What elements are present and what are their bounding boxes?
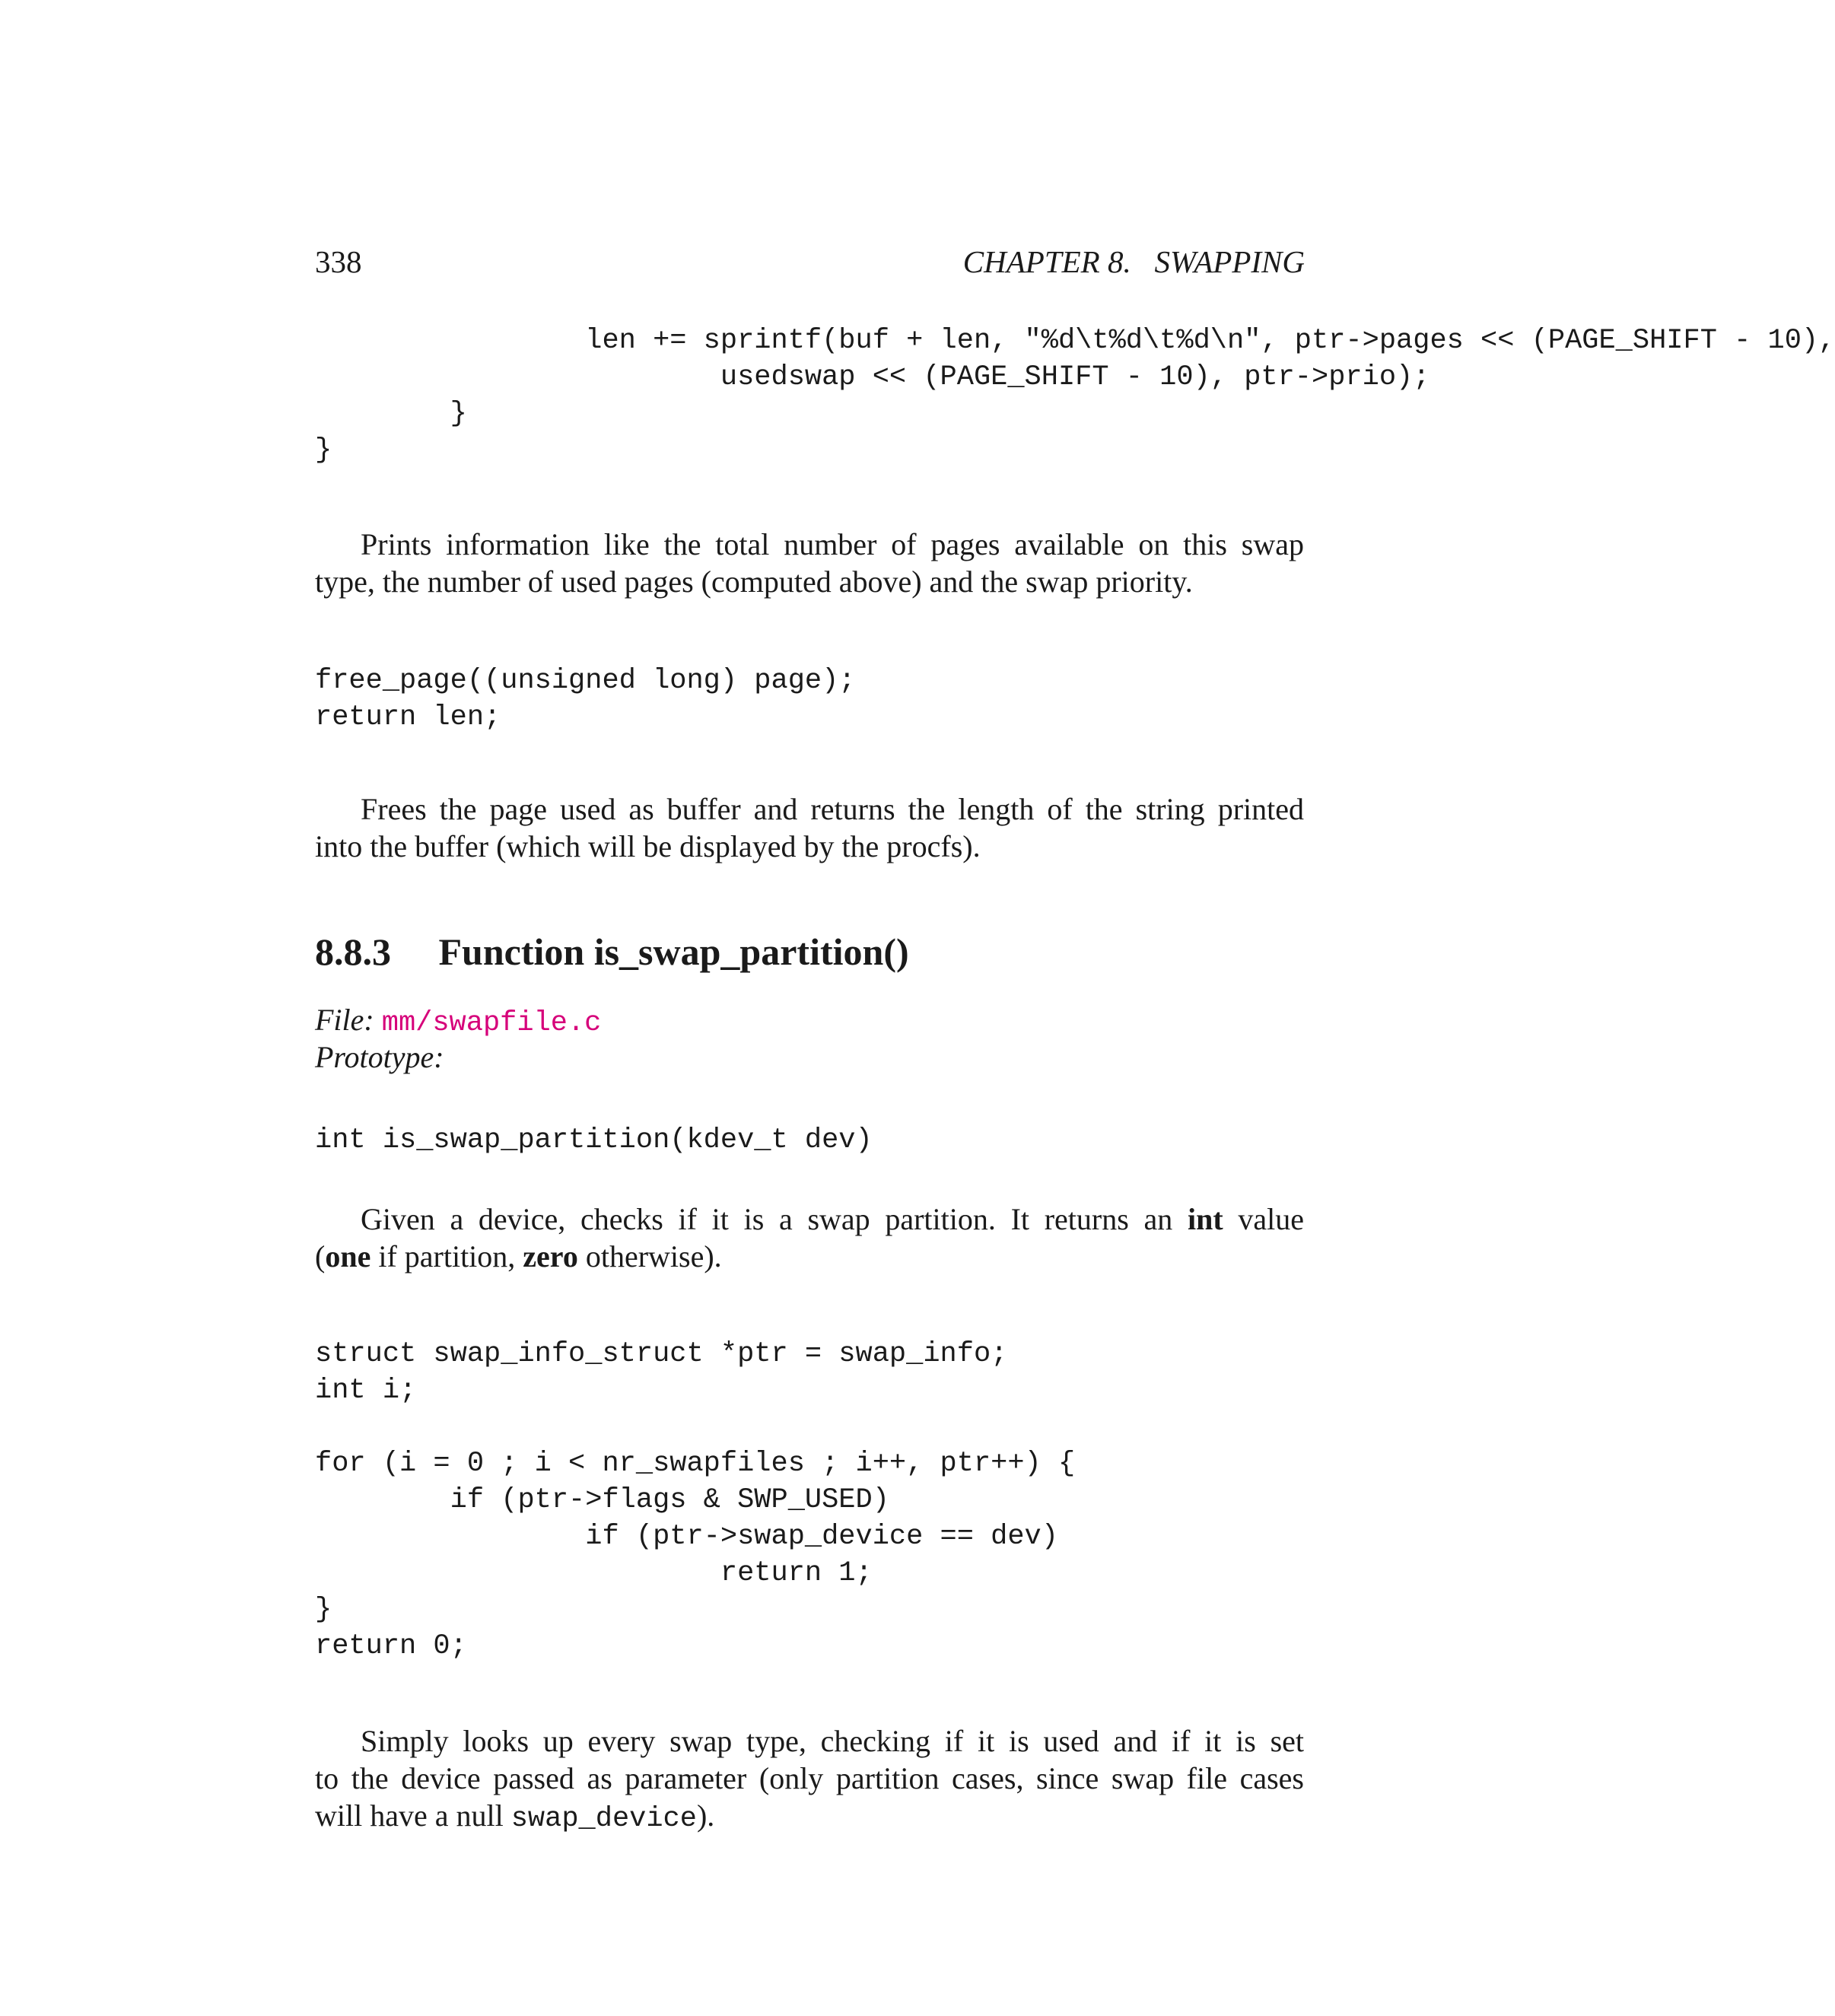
inline-code-swap-device: swap_device <box>510 1803 697 1835</box>
text-run: ). <box>696 1798 715 1833</box>
section-number: 8.8.3 <box>315 930 391 973</box>
code-declarations: struct swap_info_struct *ptr = swap_info; int i; <box>315 1338 1008 1407</box>
paragraph-line: Simply looks up every swap type, checking if it is used and if it is set <box>361 1724 1304 1758</box>
code-prototype: int is_swap_partition(kdev_t dev) <box>315 1124 873 1156</box>
section-heading <box>315 930 909 974</box>
paragraph-frees-page <box>315 790 1304 865</box>
paragraph-line <box>315 1797 1304 1838</box>
paragraph-line <box>315 1200 1304 1238</box>
file-path-link[interactable]: mm/swapfile.c <box>381 1007 602 1039</box>
text-run: will have a null <box>315 1798 511 1833</box>
page-number: 338 <box>315 244 362 279</box>
running-header: CHAPTER 8. SWAPPING <box>962 244 1305 279</box>
bold-zero: zero <box>523 1239 578 1274</box>
bold-int: int <box>1187 1202 1223 1236</box>
paragraph-line: type, the number of used pages (computed above) and the swap priority. <box>315 564 1193 599</box>
prototype-line <box>315 1038 444 1076</box>
text-run: Given a device, checks if it is a swap partition. It returns an <box>361 1202 1188 1236</box>
code-free-page: free_page((unsigned long) page); return len; <box>315 665 856 733</box>
text-run: value <box>1223 1202 1304 1236</box>
paragraph-line: into the buffer (which will be displayed by the procfs). <box>315 829 981 863</box>
code-sprintf-tail: len += sprintf(buf + len, "%d\t%d\t%d\n", ptr->pages << (PAGE_SHIFT - 10), usedswap << (PAGE_SHIFT - 10), ptr->prio); } } <box>315 325 1835 466</box>
text-run: ( <box>315 1239 326 1274</box>
file-label: File: <box>315 1003 374 1037</box>
paragraph-line: Prints information like the total number of pages available on this swap <box>361 527 1304 561</box>
file-line <box>315 1001 601 1042</box>
text-run: if partition, <box>370 1239 523 1274</box>
paragraph-line: Frees the page used as buffer and returns the length of the string printed <box>361 792 1304 826</box>
paragraph-line: to the device passed as parameter (only partition cases, since swap file cases <box>315 1761 1304 1795</box>
section-title: Function is_swap_partition() <box>438 930 909 973</box>
paragraph-given-device <box>315 1200 1304 1275</box>
prototype-label: Prototype: <box>315 1040 444 1074</box>
bold-one: one <box>325 1239 371 1274</box>
paragraph-simply-looks <box>315 1722 1304 1838</box>
paragraph-print-info <box>315 526 1304 600</box>
code-loop: for (i = 0 ; i < nr_swapfiles ; i++, ptr++) { if (ptr->flags & SWP_USED) if (ptr->swap_device == dev) return 1; } return 0; <box>315 1448 1076 1662</box>
paragraph-line <box>315 1238 1304 1275</box>
code-clip <box>0 0 1835 472</box>
text-run: otherwise). <box>577 1239 722 1274</box>
